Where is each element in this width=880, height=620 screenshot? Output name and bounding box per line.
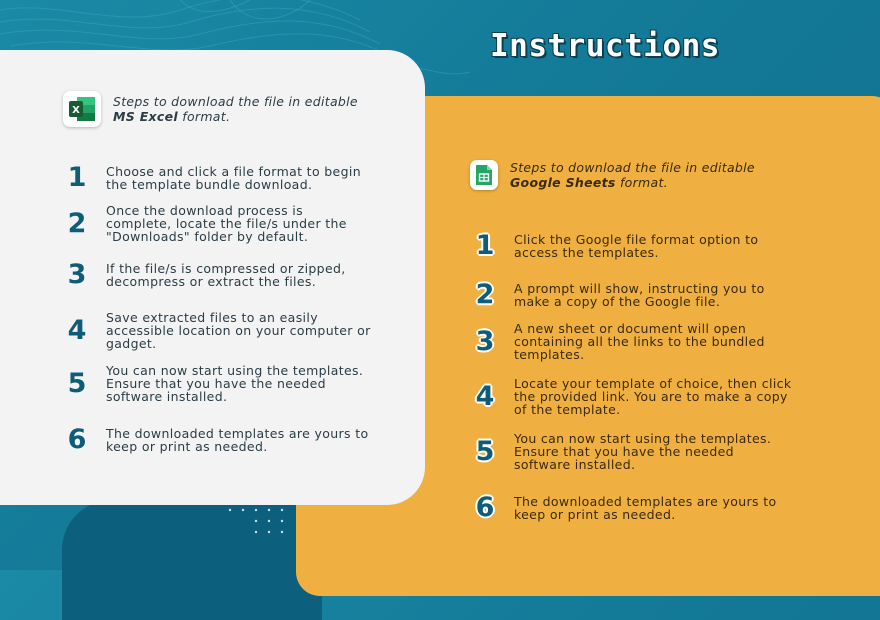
step-text: Once the download process is complete, locate the file/s under the "Downloads" folder by default. [106,203,347,244]
step-text: You can now start using the templates. Ensure that you have the needed software installed. [514,431,772,472]
decorative-dots [226,506,296,536]
step-number: 3 [67,259,87,290]
page-title: Instructions [490,28,720,64]
step-number: 1 [67,162,87,193]
sheets-step-3 [470,322,779,361]
sheets-header [470,160,755,190]
step-text: The downloaded templates are yours to keep or print as needed. [106,425,369,454]
excel-icon [63,91,101,127]
step-text: A prompt will show, instructing you to make a copy of the Google file. [514,280,765,309]
step-text: The downloaded templates are yours to keep or print as needed. [514,493,777,522]
excel-header [63,91,358,127]
step-number: 3 [475,326,495,357]
svg-text:X: X [72,105,80,116]
step-number: 6 [475,492,495,523]
sheets-step-4 [470,377,794,416]
step-text: A new sheet or document will open containing all the links to the bundled templates. [514,321,765,362]
step-text: You can now start using the templates. Ensure that you have the needed software installed. [106,363,364,404]
sheets-step-2 [470,279,784,310]
excel-step-2 [62,204,366,243]
step-number: 4 [475,381,495,412]
excel-step-6 [62,424,371,455]
step-number: 5 [67,368,87,399]
excel-intro: Steps to download the file in editable MS Excel format. [113,94,358,124]
step-number: 2 [67,208,87,239]
excel-step-1 [62,162,386,193]
excel-step-5 [62,364,366,403]
step-text: Choose and click a file format to begin the template bundle download. [106,163,361,192]
step-number: 1 [475,230,495,261]
sheets-step-6 [470,492,779,523]
step-number: 5 [475,436,495,467]
sheets-step-5 [470,432,774,471]
step-text: Locate your template of choice, then click the provided link. You are to make a copy of the template. [514,376,792,417]
step-text: Click the Google file format option to access the templates. [514,231,759,260]
sheets-step-1 [470,230,784,261]
step-text: Save extracted files to an easily accessible location on your computer or gadget. [106,310,371,351]
step-number: 6 [67,424,87,455]
excel-step-4 [62,311,386,350]
excel-step-3 [62,259,366,290]
google-sheets-icon [470,160,498,190]
step-text: If the file/s is compressed or zipped, decompress or extract the files. [106,260,346,289]
sheets-intro: Steps to download the file in editable Google Sheets format. [510,160,755,190]
step-number: 4 [67,315,87,346]
step-number: 2 [475,279,495,310]
